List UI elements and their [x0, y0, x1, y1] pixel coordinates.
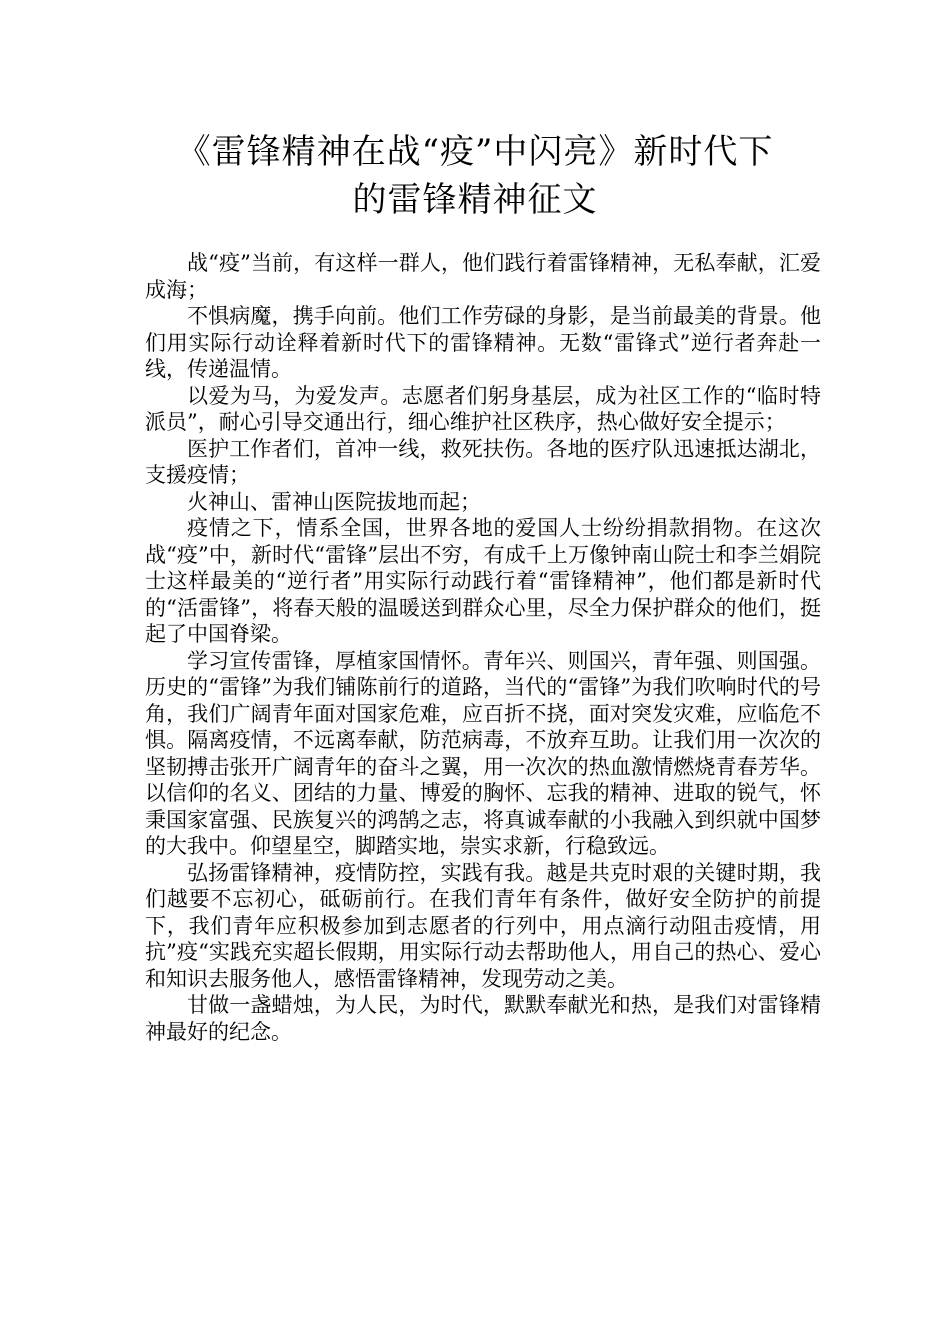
document-body: [145, 250, 821, 1045]
paragraph: 以爱为马，为爱发声。志愿者们躬身基层，成为社区工作的“临时特派员”，耐心引导交通出行，细心维护社区秩序，热心做好安全提示；: [145, 383, 821, 434]
paragraph: 医护工作者们，首冲一线，救死扶伤。各地的医疗队迅速抵达湖北，支援疫情；: [145, 436, 821, 487]
title-line-2: 的雷锋精神征文: [352, 180, 598, 220]
paragraph: 战“疫”当前，有这样一群人，他们践行着雷锋精神，无私奉献，汇爱成海；: [145, 251, 821, 302]
paragraph: 火神山、雷神山医院拔地而起；: [187, 489, 481, 514]
paragraph: 疫情之下，情系全国，世界各地的爱国人士纷纷捐款捐物。在这次战“疫”中，新时代“雷锋”层出不穷，有成千上万像钟南山院士和李兰娟院士这样最美的“逆行者”用实际行动践行着“雷锋精神”，他们都是新时代的“活雷锋”，将春天般的温暖送到群众心里，尽全力保护群众的他们，挺起了中国脊梁。: [145, 516, 821, 646]
paragraph: 甘做一盏蜡烛，为人民，为时代，默默奉献光和热，是我们对雷锋精神最好的纪念。: [145, 993, 821, 1044]
paragraph: 学习宣传雷锋，厚植家国情怀。青年兴、则国兴，青年强、则国强。历史的“雷锋”为我们铺陈前行的道路，当代的“雷锋”为我们吹响时代的号角，我们广阔青年面对国家危难，应百折不挠，面对突发灾难，应临危不惧。隔离疫情，不远离奉献，防范病毒，不放弃互助。让我们用一次次的坚韧搏击张开广阔青年的奋斗之翼，用一次次的热血激情燃烧青春芳华。以信仰的名义、团结的力量、博爱的胸怀、忘我的精神、进取的锐气，怀秉国家富强、民族复兴的鸿鹄之志，将真诚奉献的小我融入到织就中国梦的大我中。仰望星空，脚踏实地，崇实求新，行稳致远。: [145, 648, 821, 858]
document-title: [120, 128, 830, 224]
title-line-1: 《雷锋精神在战“疫”中闪亮》新时代下: [176, 132, 774, 172]
paragraph: 弘扬雷锋精神，疫情防控，实践有我。越是共克时艰的关键时期，我们越要不忘初心，砥砺前行。在我们青年有条件，做好安全防护的前提下，我们青年应积极参加到志愿者的行列中，用点滴行动阻击疫情，用抗”疫“实践充实超长假期，用实际行动去帮助他人，用自己的热心、爱心和知识去服务他人，感悟雷锋精神，发现劳动之美。: [145, 860, 821, 991]
paragraph: 不惧病魔，携手向前。他们工作劳碌的身影，是当前最美的背景。他们用实际行动诠释着新时代下的雷锋精神。无数“雷锋式”逆行者奔赴一线，传递温情。: [145, 304, 821, 381]
